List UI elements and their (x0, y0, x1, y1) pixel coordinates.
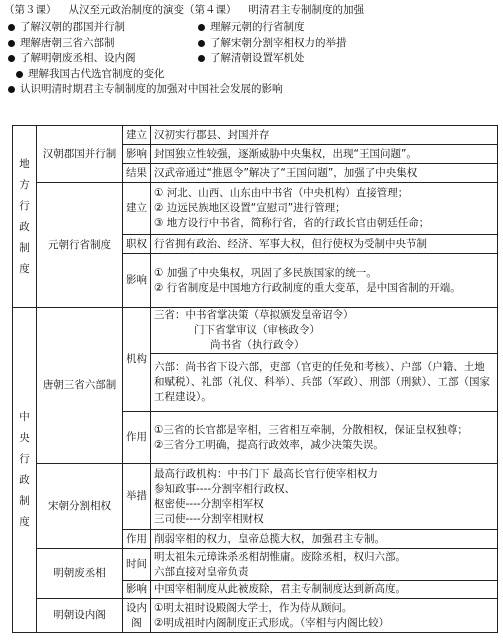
goal-row (4, 20, 499, 36)
system-song: 宋朝分割相权 (37, 464, 123, 549)
goal-row (4, 67, 499, 83)
goal-row (4, 82, 499, 98)
goal-item: 认识明清时期君主专制制度的加强对中国社会发展的影响 (4, 82, 283, 98)
lesson-a-title: 从汉至元政治制度的演变（第４课） (68, 4, 237, 16)
bullet-icon (198, 40, 205, 47)
row-value: 汉武帝通过“推恩令”解决了“王国问题”，加强了中央集权 (151, 164, 498, 183)
learning-goals (4, 20, 499, 98)
institutions-table (12, 125, 498, 633)
row-value: 汉初实行郡县、封国并存 (151, 126, 498, 145)
system-ming-cabinet: 明朝设内阁 (37, 599, 123, 633)
system-yuan: 元朝行省制度 (37, 183, 123, 308)
title-row (4, 2, 499, 18)
goal-item: 理解元朝的行省制度 (194, 20, 305, 36)
goal-item: 了解明朝废丞相、设内阁 (4, 51, 194, 67)
row-key: 影响 (123, 581, 151, 599)
system-tang: 唐朝三省六部制 (37, 308, 123, 464)
goal-item: 理解我国古代选官制度的变化 (12, 67, 165, 83)
category-central: 中央行政制度 (13, 308, 37, 633)
row-value: 明太祖朱元璋诛杀丞相胡惟庸。废除丞相，权归六部。 六部直接对皇帝负责 (151, 549, 498, 581)
row-value: 封国独立性较强，逐渐威胁中央集权，出现“王国问题”。 (151, 145, 498, 164)
row-key: 作用 (123, 412, 151, 464)
row-value: 最高行政机构：中书门下 最高长官行使宰相权力 参知政事----分割宰相行政权、 枢密使----分割宰相军权 三司使----分割宰相财权 (151, 464, 498, 530)
lesson-a-label: （第３课） (4, 4, 57, 16)
bullet-icon (8, 24, 15, 31)
goal-item: 了解汉朝的郡国并行制 (4, 20, 194, 36)
row-value: ①明太祖时设殿阁大学士，作为侍从顾问。 ②明成祖时内阁制度正式形成。（宰相与内阁比较） (151, 599, 498, 633)
goal-row (4, 51, 499, 67)
bullet-icon (8, 40, 15, 47)
system-ming-abolish: 明朝废丞相 (37, 549, 123, 599)
row-key: 举措 (123, 464, 151, 530)
row-value: 六部：尚书省下设六部，吏部（官吏的任免和考核）、户部（户籍、土地和赋税）、礼部（礼仪、科举）、兵部（军政）、刑部（刑狱）、工部（国家工程建设）。 (151, 354, 498, 412)
bullet-icon (16, 71, 23, 78)
lesson-b-title: 明清君主专制制度的加强 (248, 4, 364, 16)
row-value: 中国宰相制度从此被废除，君主专制制度达到新高度。 (151, 581, 498, 599)
category-local: 地方行政制度 (13, 126, 37, 308)
row-key: 职权 (123, 235, 151, 254)
row-value: ①三省的长官都是宰相，三省相互牵制，分散相权，保证皇权独尊； ②三省分工明确，提高行政效率，减少决策失误。 (151, 412, 498, 464)
bullet-icon (8, 86, 15, 93)
row-key: 影响 (123, 145, 151, 164)
row-value: 削弱宰相的权力，皇帝总揽大权，加强君主专制。 (151, 530, 498, 549)
bullet-icon (198, 24, 205, 31)
row-key: 设内阁 (123, 599, 151, 633)
row-key: 时间 (123, 549, 151, 581)
goal-item: 了解宋朝分割宰相权力的举措 (194, 36, 347, 52)
row-key: 影响 (123, 254, 151, 308)
row-key: 机构 (123, 308, 151, 412)
row-key: 建立 (123, 126, 151, 145)
lesson-header (4, 2, 499, 98)
row-value: ① 河北、山西、山东由中书省（中央机构）直接管理； ② 边远民族地区设置“宣慰司”进行管理； ③ 地方设行中书省，简称行省，省的行政长官由朝廷任命； (151, 183, 498, 235)
row-key: 建立 (123, 183, 151, 235)
system-han: 汉朝郡国并行制 (37, 126, 123, 183)
row-value: 行省拥有政治、经济、军事大权，但行使权为受制中央节制 (151, 235, 498, 254)
goal-item: 了解清朝设置军机处 (194, 51, 305, 67)
row-key: 结果 (123, 164, 151, 183)
row-key: 作用 (123, 530, 151, 549)
row-value: ① 加强了中央集权，巩固了多民族国家的统一。 ② 行省制度是中国地方行政制度的重大变革，是中国省制的开端。 (151, 254, 498, 308)
row-value: 三省：中书省掌决策（草拟颁发皇帝诏令） 门下省掌审议（审核政令） 尚书省（执行政令） (151, 308, 498, 354)
bullet-icon (8, 55, 15, 62)
goal-row (4, 36, 499, 52)
bullet-icon (198, 55, 205, 62)
goal-item: 理解唐朝三省六部制 (4, 36, 194, 52)
